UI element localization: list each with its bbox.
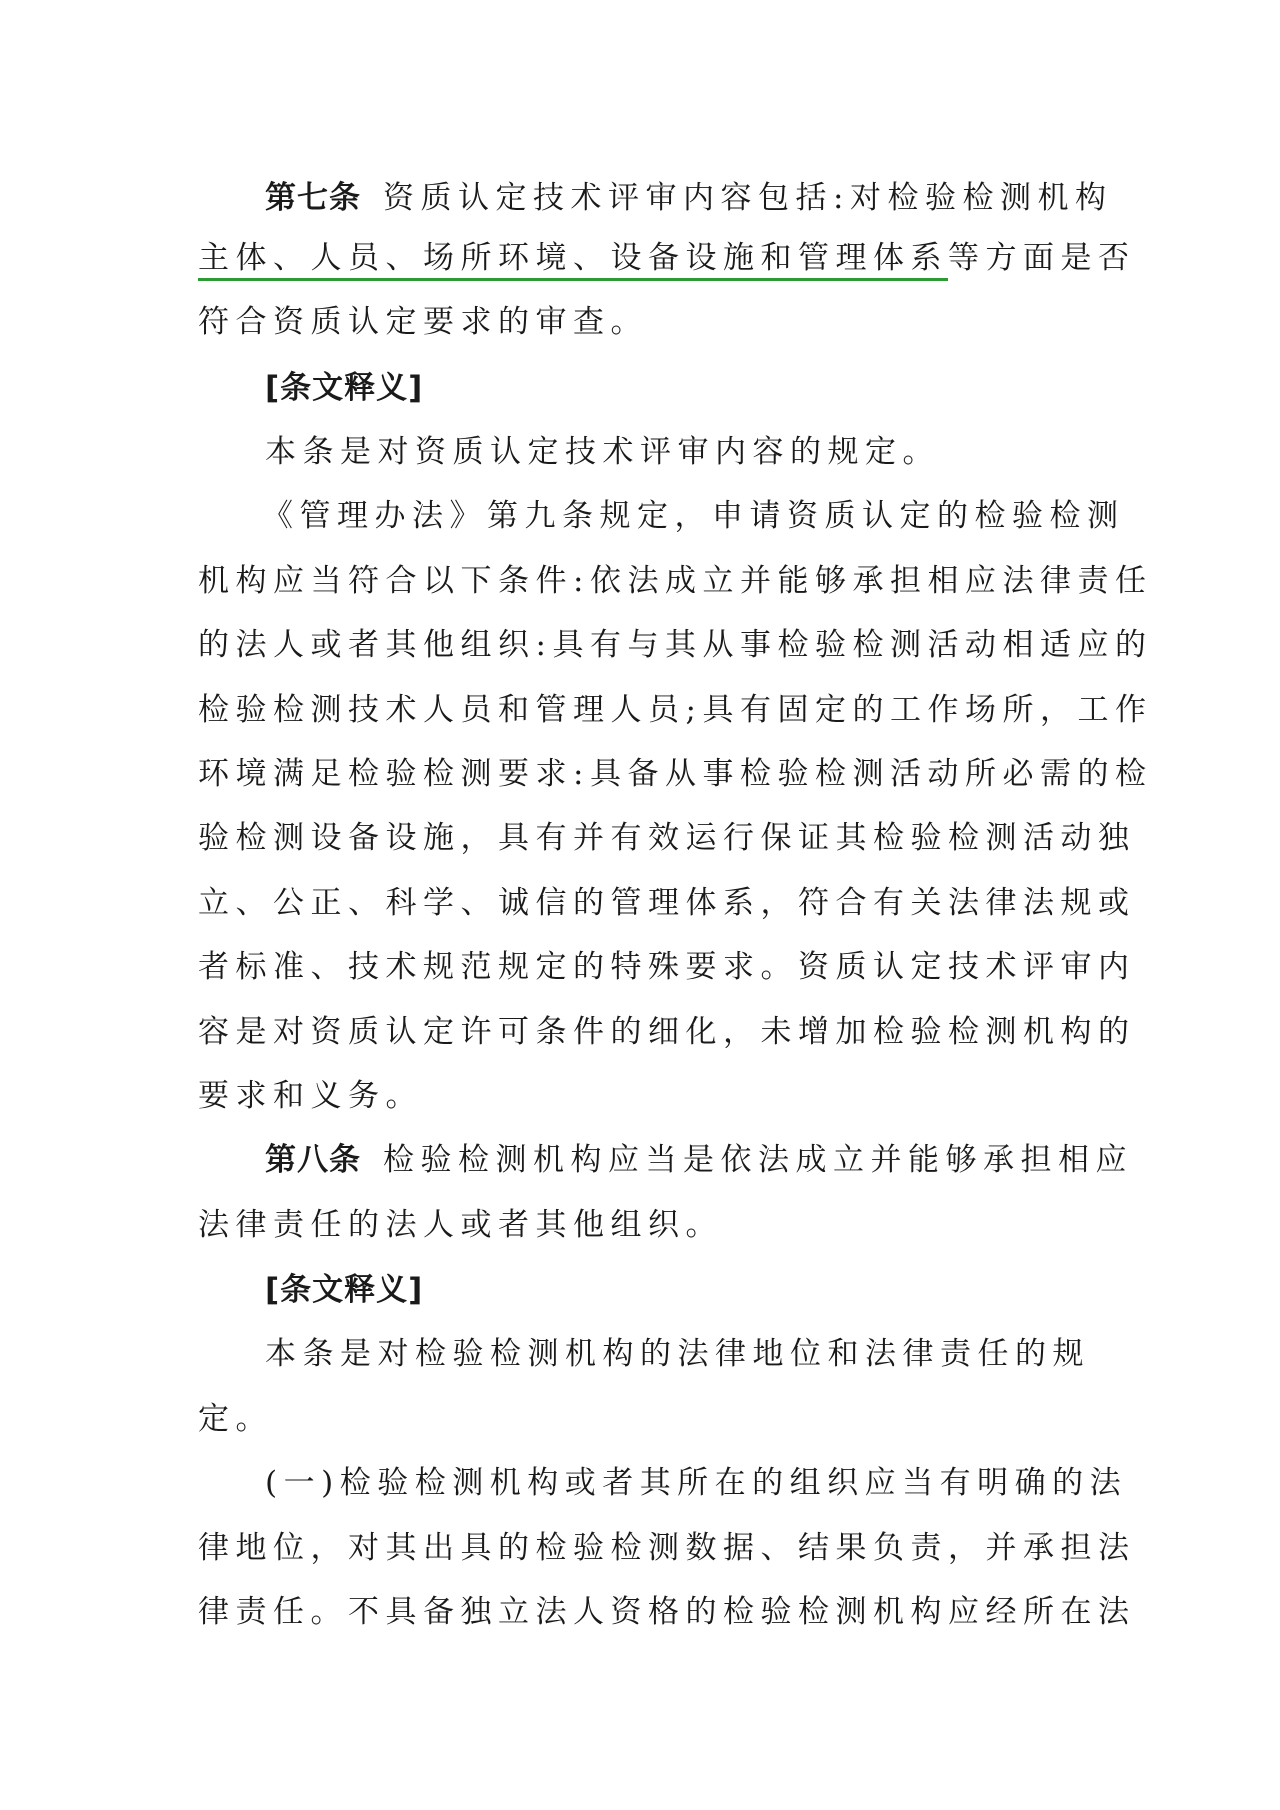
- paragraph-text: 者标准、技术规范规定的特殊要求。资质认定技术评审内: [198, 949, 1136, 985]
- article-8-text: 法律责任的法人或者其他组织。: [198, 1207, 723, 1243]
- underlined-phrase: 主体、人员、场所环境、设备设施和管理体系: [198, 240, 948, 281]
- paragraph-text: 要求和义务。: [198, 1078, 423, 1114]
- article-7-line-3: [198, 302, 648, 342]
- article-7-text: 资质认定技术评审内容包括:对检验检测机构: [383, 180, 1113, 216]
- paragraph-line: [198, 1528, 1136, 1568]
- paragraph-text: 《管理办法》第九条规定，申请资质认定的检验检测: [262, 498, 1125, 534]
- paragraph-text: 本条是对资质认定技术评审内容的规定。: [265, 434, 940, 470]
- paragraph-line: [198, 690, 1152, 730]
- article-7-text: 符合资质认定要求的审查。: [198, 304, 648, 340]
- paragraph-line: [198, 883, 1136, 923]
- paragraph-text: 律地位，对其出具的检验检测数据、结果负责，并承担法: [198, 1530, 1136, 1566]
- paragraph-line: [198, 1399, 273, 1439]
- paragraph-line: [265, 1334, 1090, 1374]
- interpretation-heading-text: [条文释义]: [265, 370, 424, 406]
- article-8-line-1: [265, 1140, 1133, 1180]
- paragraph-line: [198, 754, 1152, 794]
- article-8-line-2: [198, 1205, 723, 1245]
- paragraph-line: [198, 625, 1152, 665]
- paragraph-line: [265, 432, 940, 472]
- article-8-text: 检验检测机构应当是依法成立并能够承担相应: [383, 1142, 1133, 1178]
- paragraph-text: 验检测设备设施，具有并有效运行保证其检验检测活动独: [198, 820, 1136, 856]
- paragraph-line: [262, 496, 1125, 536]
- article-7-text: 等方面是否: [948, 240, 1136, 276]
- paragraph-line: [198, 1592, 1136, 1632]
- article-7-line-2: [198, 238, 1136, 278]
- interpretation-heading-text: [条文释义]: [265, 1272, 424, 1308]
- paragraph-text: 定。: [198, 1401, 273, 1437]
- article-7-heading: 第七条: [265, 180, 361, 216]
- article-7-line-1: [265, 178, 1112, 218]
- paragraph-text: (一)检验检测机构或者其所在的组织应当有明确的法: [265, 1465, 1128, 1501]
- interpretation-heading: [265, 368, 423, 408]
- paragraph-text: 检验检测技术人员和管理人员;具有固定的工作场所，工作: [198, 692, 1153, 728]
- paragraph-text: 立、公正、科学、诚信的管理体系，符合有关法律法规或: [198, 885, 1136, 921]
- paragraph-line: [198, 818, 1136, 858]
- paragraph-line: [198, 1012, 1136, 1052]
- article-8-heading: 第八条: [265, 1142, 361, 1178]
- paragraph-line: [265, 1463, 1127, 1503]
- paragraph-text: 机构应当符合以下条件:依法成立并能够承担相应法律责任: [198, 563, 1153, 599]
- paragraph-text: 本条是对检验检测机构的法律地位和法律责任的规: [265, 1336, 1090, 1372]
- paragraph-line: [198, 947, 1136, 987]
- paragraph-text: 容是对资质认定许可条件的细化，未增加检验检测机构的: [198, 1014, 1136, 1050]
- paragraph-text: 环境满足检验检测要求:具备从事检验检测活动所必需的检: [198, 756, 1153, 792]
- paragraph-text: 的法人或者其他组织:具有与其从事检验检测活动相适应的: [198, 627, 1153, 663]
- paragraph-line: [198, 1076, 423, 1116]
- paragraph-text: 律责任。不具备独立法人资格的检验检测机构应经所在法: [198, 1594, 1136, 1630]
- interpretation-heading: [265, 1270, 423, 1310]
- paragraph-line: [198, 561, 1152, 601]
